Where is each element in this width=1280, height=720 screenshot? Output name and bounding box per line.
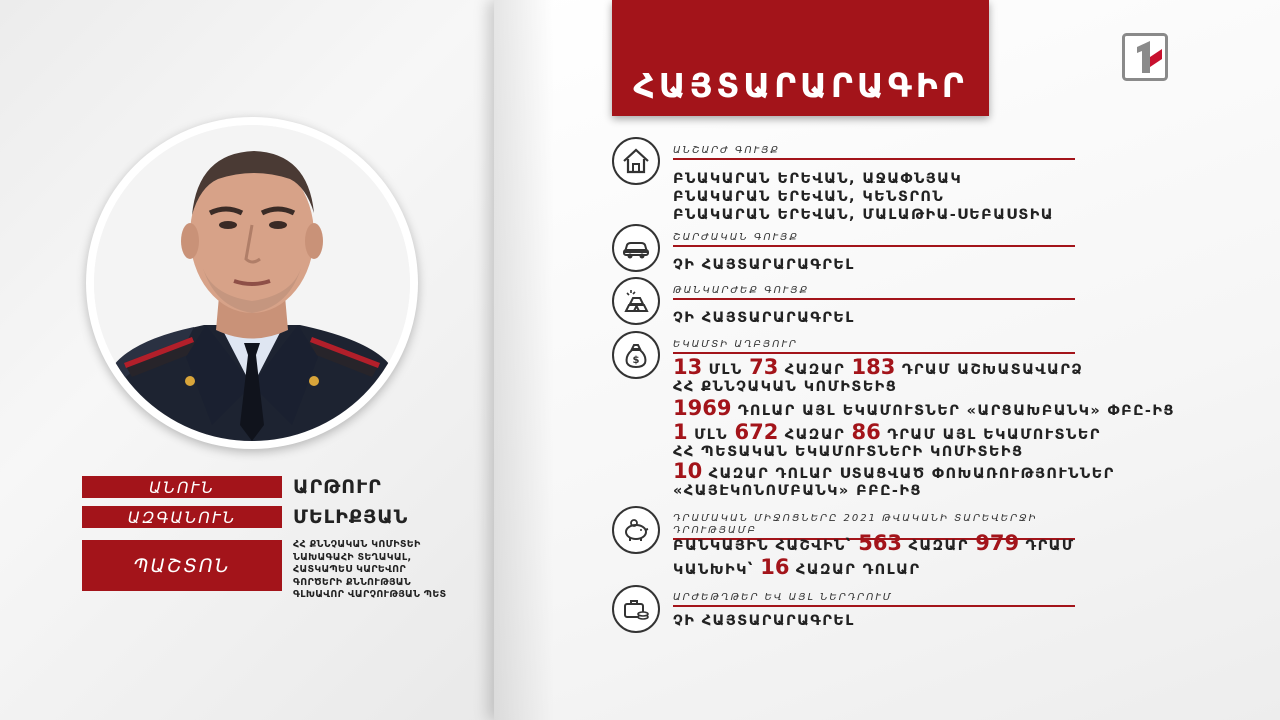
securities-value: ՉԻ ՀԱՅՏԱՐԱՐԱԳՐԵԼ: [673, 613, 855, 629]
position-line: ՆԱԽԱԳԱՀԻ ՏԵՂԱԿԱԼ,: [293, 551, 412, 563]
income-value: 672: [734, 420, 779, 444]
name-value: ԱՐԹՈՒՐ: [293, 476, 382, 498]
movable-property-value: ՉԻ ՀԱՅՏԱՐԱՐԱԳՐԵԼ: [673, 257, 855, 273]
income-value: 86: [851, 420, 881, 444]
income-other-usd-line: 1969 ԴՈԼԱՐ ԱՅԼ ԵԿԱՄՈՒՏՆԵՐ «ԱՐՑԱԽԲԱՆԿ» ՓԲԸ-ԻՑ: [673, 396, 1175, 420]
income-value: 1: [673, 420, 688, 444]
page-title: ՀԱՅՏԱՐԱՐԱԳԻՐ: [633, 66, 968, 105]
portrait-photo: [94, 125, 410, 441]
cash-heading: ԴՐԱՄԱԿԱՆ ՄԻՋՈՑՆԵՐԸ 2021 ԹՎԱԿԱՆԻ ՏԱՐԵՎԵՐՋԻ ԴՐՈՒԹՅԱՄԲ: [673, 513, 1075, 540]
income-salary-source: ՀՀ ՔՆՆՉԱԿԱՆ ԿՈՄԻՏԵԻՑ: [673, 379, 898, 395]
piggy-bank-icon: [612, 506, 660, 554]
channel-one-logo: [1122, 33, 1168, 81]
cash-bank-line: ԲԱՆԿԱՅԻՆ ՀԱՇՎԻՆ՝ 563 ՀԱԶԱՐ 979 ԴՐԱՄ: [673, 531, 1075, 555]
income-loans-line: 10 ՀԱԶԱՐ ԴՈԼԱՐ ՍՏԱՑՎԱԾ ՓՈԽԱՌՈՒԹՅՈՒՆՆԵՐ: [673, 459, 1115, 483]
money-bag-icon: [612, 331, 660, 379]
cash-value: 979: [975, 531, 1020, 555]
position-line: ԳԼԽԱՎՈՐ ՎԱՐՉՈՒԹՅԱՆ ՊԵՏ: [293, 589, 447, 600]
position-value: [293, 539, 493, 602]
cash-value: 16: [760, 555, 790, 579]
gold-bars-icon: [612, 277, 660, 325]
income-heading: ԵԿԱՄՏԻ ԱՂԲՅՈՒՐ: [673, 339, 1075, 354]
income-value: 183: [851, 355, 896, 379]
position-line: ՀՀ ՔՆՆՉԱԿԱՆ ԿՈՄԻՏԵԻ: [293, 539, 421, 550]
securities-heading: ԱՐԺԵԹՂԹԵՐ ԵՎ ԱՅԼ ՆԵՐԴՐՈՒՄ: [673, 592, 1075, 607]
income-other-amd-line: 1 ՄԼՆ 672 ՀԱԶԱՐ 86 ԴՐԱՄ ԱՅԼ ԵԿԱՄՈՒՏՆԵՐ: [673, 420, 1101, 444]
valuables-heading: ԹԱՆԿԱՐԺԵՔ ԳՈՒՅՔ: [673, 285, 1075, 300]
movable-property-heading: ՇԱՐԺԱԿԱՆ ԳՈՒՅՔ: [673, 232, 1075, 247]
valuables-value: ՉԻ ՀԱՅՏԱՐԱՐԱԳՐԵԼ: [673, 310, 855, 326]
position-line: ՀԱՏԿԱՊԵՍ ԿԱՐԵՎՈՐ: [293, 564, 407, 575]
briefcase-icon: [612, 585, 660, 633]
real-estate-item: ԲՆԱԿԱՐԱՆ ԵՐԵՎԱՆ, ԱՋԱՓՆՅԱԿ: [673, 171, 963, 187]
real-estate-item: ԲՆԱԿԱՐԱՆ ԵՐԵՎԱՆ, ՄԱԼԱԹԻԱ-ՍԵԲԱՍՏԻԱ: [673, 207, 1054, 223]
car-icon: [612, 224, 660, 272]
position-label: ՊԱՇՏՈՆ: [82, 540, 282, 591]
real-estate-heading: ԱՆՇԱՐԺ ԳՈՒՅՔ: [673, 145, 1075, 160]
income-value: 13: [673, 355, 703, 379]
cash-value: 563: [858, 531, 903, 555]
income-value: 10: [673, 459, 703, 483]
income-salary-line: 13 ՄԼՆ 73 ՀԱԶԱՐ 183 ԴՐԱՄ ԱՇԽԱՏԱՎԱՐՁ: [673, 355, 1084, 379]
position-line: ԳՈՐԾԵՐԻ ՔՆՆՈՒԹՅԱՆ: [293, 576, 411, 588]
panel-fold-shadow: [494, 0, 554, 720]
real-estate-item: ԲՆԱԿԱՐԱՆ ԵՐԵՎԱՆ, ԿԵՆՏՐՈՆ: [673, 189, 945, 205]
income-value: 73: [749, 355, 779, 379]
surname-label: ԱԶԳԱՆՈՒՆ: [82, 506, 282, 528]
title-banner: [612, 0, 989, 116]
income-other-amd-source: ՀՀ ՊԵՏԱԿԱՆ ԵԿԱՄՈՒՏՆԵՐԻ ԿՈՄԻՏԵԻՑ: [673, 444, 1024, 460]
cash-hand-line: ԿԱՆԽԻԿ՝ 16 ՀԱԶԱՐ ԴՈԼԱՐ: [673, 555, 921, 579]
surname-value: ՄԵԼԻՔՅԱՆ: [293, 506, 409, 528]
income-loans-source: «ՀԱՅԷԿՈՆՈՄԲԱՆԿ» ԲԲԸ-ԻՑ: [673, 483, 922, 499]
svg-text:$: $: [632, 355, 640, 366]
income-value: 1969: [673, 396, 732, 420]
house-icon: [612, 137, 660, 185]
name-label: ԱՆՈՒՆ: [82, 476, 282, 498]
